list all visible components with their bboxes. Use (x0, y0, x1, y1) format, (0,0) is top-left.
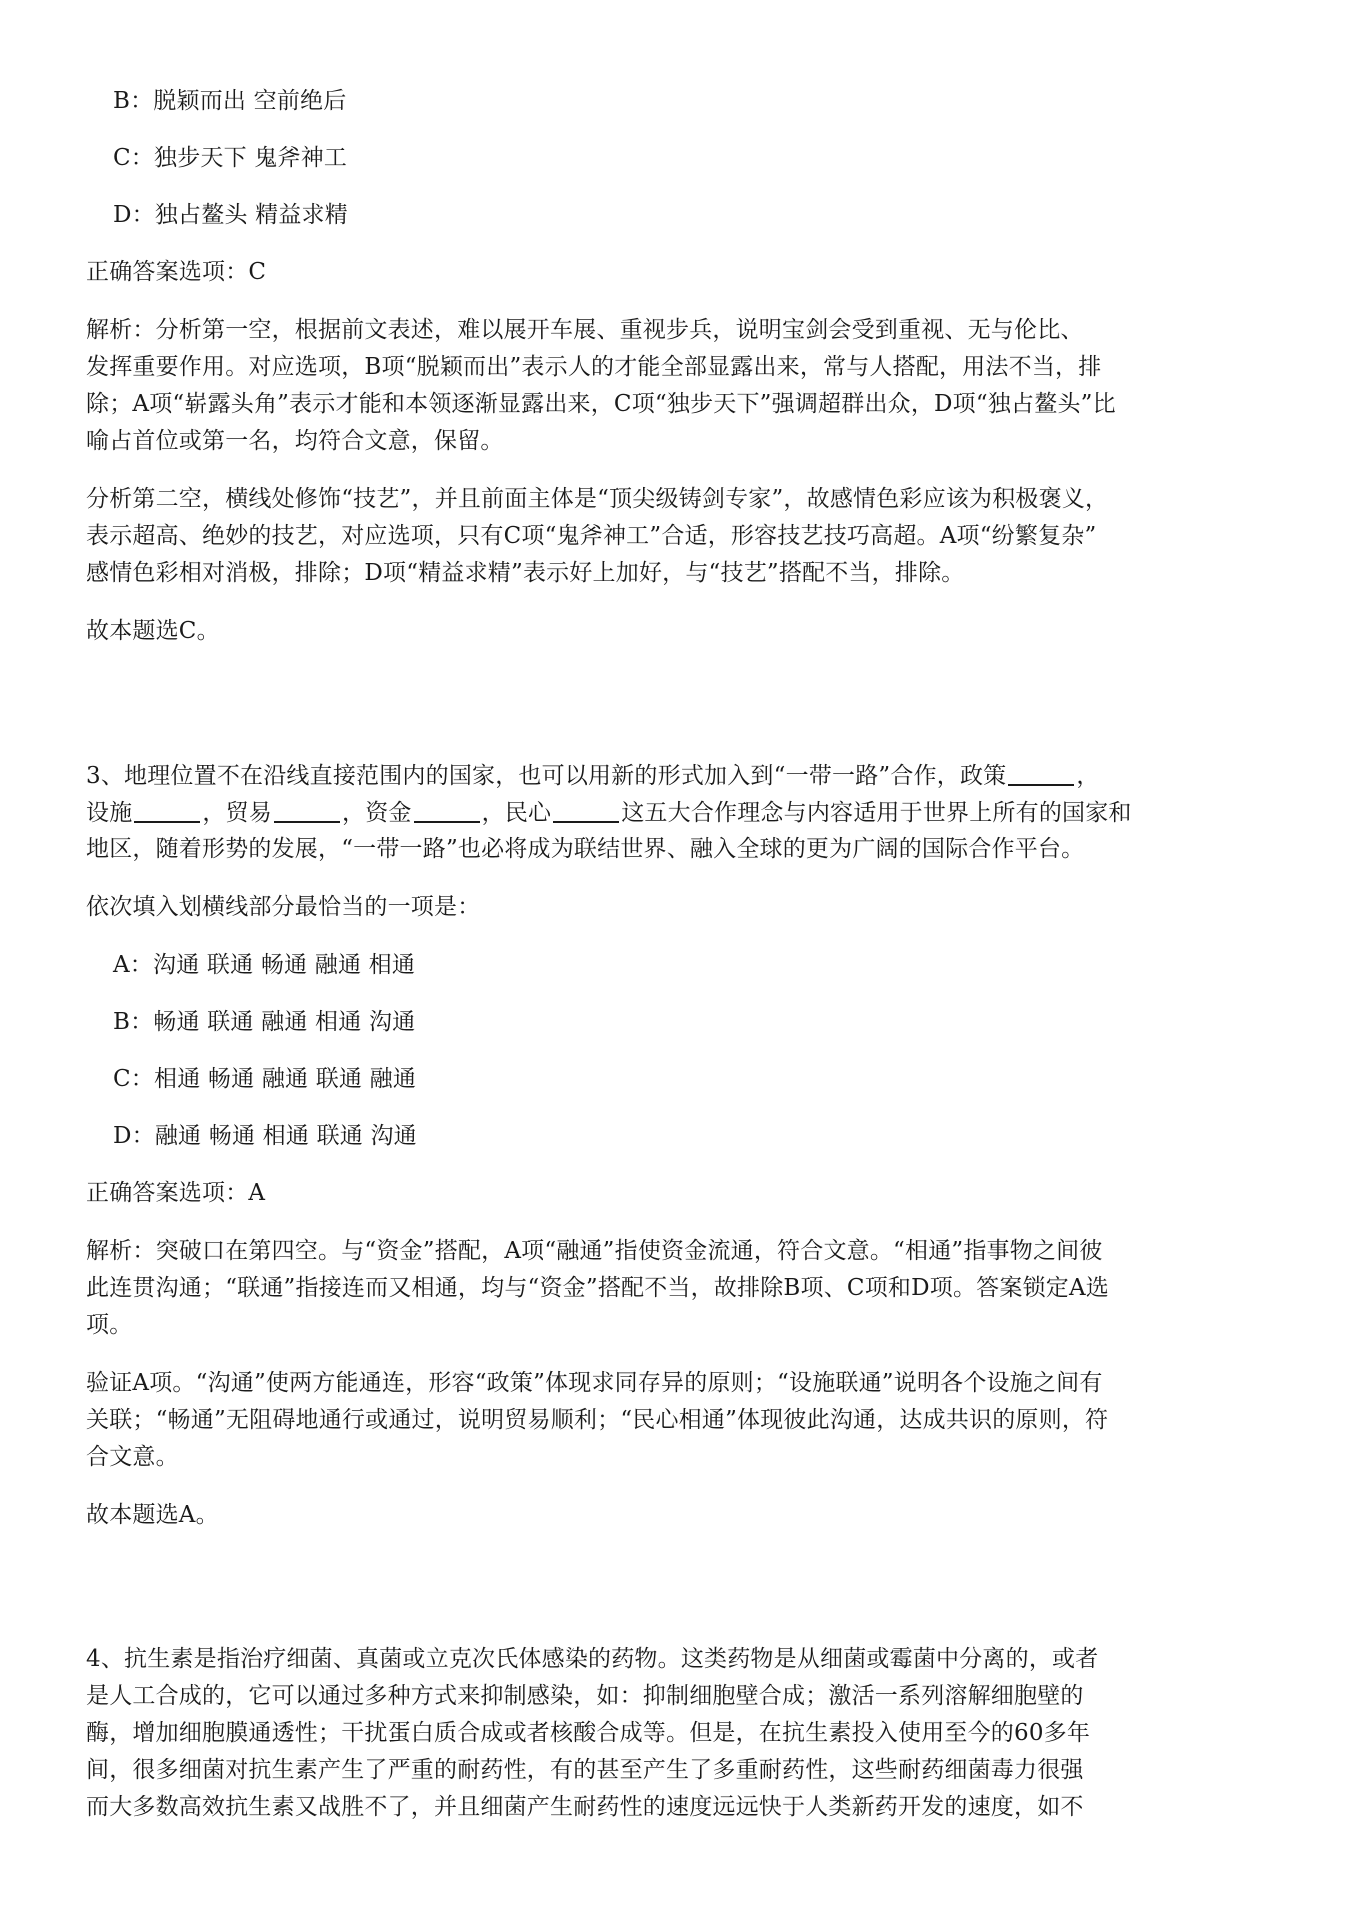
q2-analysis-line: 除；A项“崭露头角”表示才能和本领逐渐显露出来，C项“独步天下”强调超群出众，D项“独占鳌头”比 (86, 391, 1116, 417)
q3-blank (1008, 760, 1074, 786)
q3-option-b: B：畅通 联通 融通 相通 沟通 (113, 1009, 416, 1035)
q3-stem-line (86, 760, 1100, 791)
q4-stem-line: 4、抗生素是指治疗细菌、真菌或立克次氏体感染的药物。这类药物是从细菌或霉菌中分离的，或者 (86, 1646, 1099, 1672)
q3-stem-text: 这五大合作理念与内容适用于世界上所有的国家和 (621, 800, 1132, 826)
q2-analysis-line: 发挥重要作用。对应选项，B项“脱颖而出”表示人的才能全部显露出来，常与人搭配，用法不当，排 (86, 354, 1102, 380)
q3-stem-line (86, 797, 1132, 828)
q3-stem-text: ，贸易 (202, 800, 273, 826)
q3-blank (134, 797, 200, 823)
q3-stem-text: ，民心 (481, 800, 552, 826)
q3-verify-line: 合文意。 (86, 1444, 179, 1470)
q4-stem-line: 而大多数高效抗生素又战胜不了，并且细菌产生耐药性的速度远远快于人类新药开发的速度，如不 (86, 1794, 1084, 1820)
q3-blank (414, 797, 480, 823)
q3-option-c: C：相通 畅通 融通 联通 融通 (113, 1066, 417, 1092)
q3-analysis-line: 解析：突破口在第四空。与“资金”搭配，A项“融通”指使资金流通，符合文意。“相通”指事物之间彼 (86, 1238, 1103, 1264)
q2-analysis2-line: 感情色彩相对消极，排除；D项“精益求精”表示好上加好，与“技艺”搭配不当，排除。 (86, 560, 965, 586)
q2-analysis-line: 喻占首位或第一名，均符合文意，保留。 (86, 428, 504, 454)
q3-blank (553, 797, 619, 823)
q3-stem-text: 设施 (86, 800, 133, 826)
q3-analysis-line: 项。 (86, 1312, 133, 1338)
q2-analysis-line: 解析：分析第一空，根据前文表述，难以展开车展、重视步兵，说明宝剑会受到重视、无与伦比、 (86, 317, 1084, 343)
q4-stem-line: 间，很多细菌对抗生素产生了严重的耐药性，有的甚至产生了多重耐药性，这些耐药细菌毒力很强 (86, 1757, 1084, 1783)
q3-conclusion: 故本题选A。 (86, 1502, 219, 1528)
q3-option-d: D：融通 畅通 相通 联通 沟通 (113, 1123, 417, 1149)
q3-prompt: 依次填入划横线部分最恰当的一项是： (86, 894, 481, 920)
q2-analysis2-line: 表示超高、绝妙的技艺，对应选项，只有C项“鬼斧神工”合适，形容技艺技巧高超。A项“纷繁复杂” (86, 523, 1097, 549)
q3-blank (274, 797, 340, 823)
q2-option-d: D：独占鳌头 精益求精 (113, 202, 348, 228)
q2-option-b: B：脱颖而出 空前绝后 (113, 88, 347, 114)
q3-answer: 正确答案选项：A (86, 1180, 266, 1206)
q3-stem-text: ，资金 (342, 800, 412, 826)
q3-stem-line: 地区，随着形势的发展，“一带一路”也必将成为联结世界、融入全球的更为广阔的国际合作平台。 (86, 836, 1085, 862)
q4-stem-line: 酶，增加细胞膜通透性；干扰蛋白质合成或者核酸合成等。但是，在抗生素投入使用至今的60多年 (86, 1720, 1091, 1746)
q3-stem-text: ， (1076, 763, 1100, 789)
q3-verify-line: 验证A项。“沟通”使两方能通连，形容“政策”体现求同存异的原则；“设施联通”说明各个设施之间有 (86, 1370, 1103, 1396)
q2-analysis2-line: 分析第二空，横线处修饰“技艺”，并且前面主体是“顶尖级铸剑专家”，故感情色彩应该为积极褒义， (86, 486, 1109, 512)
q2-option-c: C：独步天下 鬼斧神工 (113, 145, 348, 171)
q3-option-a: A：沟通 联通 畅通 融通 相通 (113, 952, 416, 978)
q4-stem-line: 是人工合成的，它可以通过多种方式来抑制感染，如：抑制细胞壁合成；激活一系列溶解细胞壁的 (86, 1683, 1084, 1709)
q2-conclusion: 故本题选C。 (86, 618, 220, 644)
q3-stem-text: 3、地理位置不在沿线直接范围内的国家，也可以用新的形式加入到“一带一路”合作，政策 (86, 763, 1007, 789)
q3-analysis-line: 此连贯沟通；“联通”指接连而又相通，均与“资金”搭配不当，故排除B项、C项和D项。答案锁定A选 (86, 1275, 1109, 1301)
q3-verify-line: 关联；“畅通”无阻碍地通行或通过，说明贸易顺利；“民心相通”体现彼此沟通，达成共识的原则，符 (86, 1407, 1109, 1433)
q2-answer: 正确答案选项：C (86, 259, 267, 285)
